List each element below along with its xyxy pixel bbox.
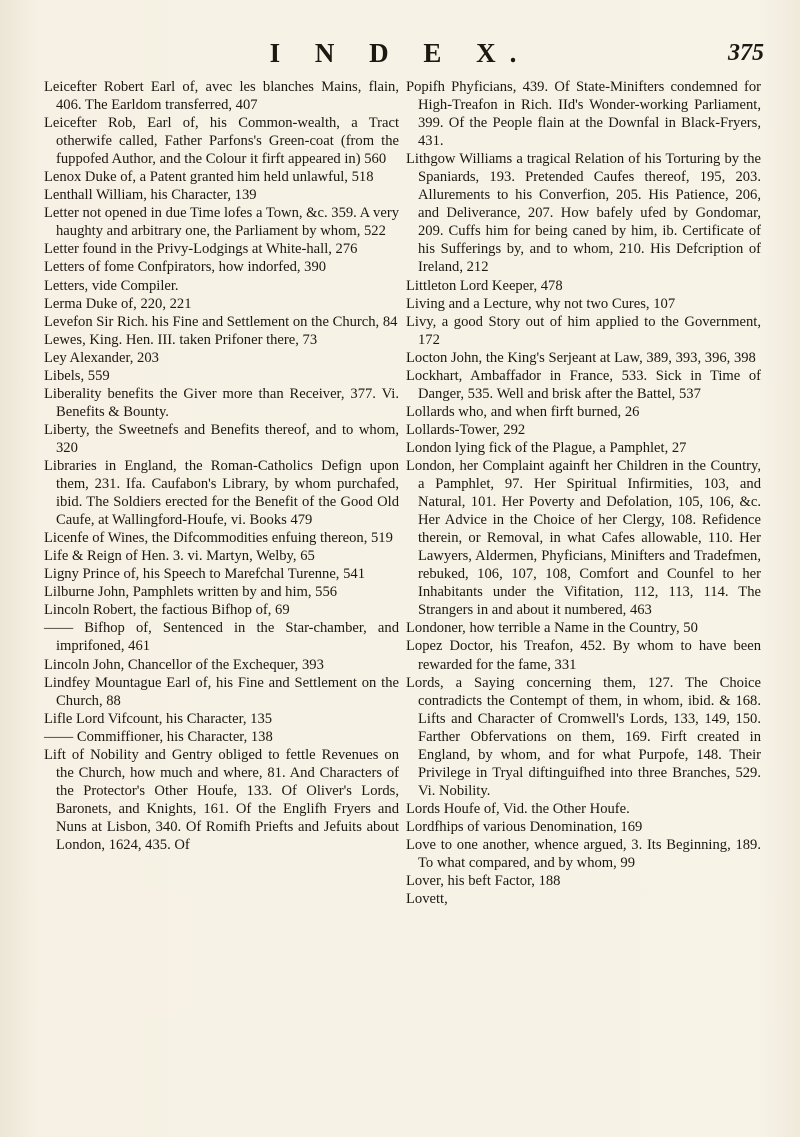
index-entry: Lincoln Robert, the factious Bifhop of, 69 xyxy=(44,602,290,619)
index-entry: Lewes, King. Hen. III. taken Prifoner there, 73 xyxy=(44,331,318,348)
index-entry: Letter found in the Privy-Lodgings at White-hall, 276 xyxy=(44,241,358,258)
index-entry: Life & Reign of Hen. 3. vi. Martyn, Welby, 65 xyxy=(44,548,315,565)
index-entry: Love to one another, whence argued, 3. Its Beginning, 189. To what compared, and by whom, 99 xyxy=(406,836,761,872)
page-number: 375 xyxy=(728,40,764,66)
page-title: I N D E X. xyxy=(269,38,531,68)
index-entry: London lying fick of the Plague, a Pamphlet, 27 xyxy=(406,439,687,456)
index-entry: Lenox Duke of, a Patent granted him held unlawful, 518 xyxy=(44,169,374,186)
index-entry: Liberality benefits the Giver more than Receiver, 377. Vi. Benefits & Bounty. xyxy=(44,385,399,420)
index-entry: Lilburne John, Pamphlets written by and him, 556 xyxy=(44,584,338,601)
index-entry: Lollards who, and when firft burned, 26 xyxy=(406,403,640,420)
index-entry: Libels, 559 xyxy=(44,367,110,384)
index-entry: Lenthall William, his Character, 139 xyxy=(44,187,257,204)
index-entry: Libraries in England, the Roman-Catholics Defign upon them, 231. Ifa. Caufabon's Library, by whom purchafed, ibid. The Soldiers erected for the Benefit of the Good Old Caufe, at Wallingford-Houfe, vi. Books 479 xyxy=(44,457,399,529)
index-entry: Letters of fome Confpirators, how indorfed, 390 xyxy=(44,259,327,276)
index-entry: Lords Houfe of, Vid. the Other Houfe. xyxy=(406,800,630,817)
page-header xyxy=(0,38,800,78)
index-entry: Livy, a good Story out of him applied to the Government, 172 xyxy=(406,313,761,348)
index-entry: Ley Alexander, 203 xyxy=(44,349,159,366)
index-entry: Lollards-Tower, 292 xyxy=(406,421,526,438)
index-entry: —— Commiffioner, his Character, 138 xyxy=(44,728,273,745)
index-entry: Lover, his beft Factor, 188 xyxy=(406,873,561,890)
index-entry: Lords, a Saying concerning them, 127. The Choice contradicts the Contempt of them, in whom, ibid. & 168. Lifts and Character of Cromwell's Lords, 133, 149, 150. Farther Obfervations on them, 169. Firft created in England, by whom, and for what Purpofe, 148. Their Privilege in Tryal diftinguifhed into three Branches, 529. Vi. Nobility. xyxy=(406,674,761,799)
index-entry: Liberty, the Sweetnefs and Benefits thereof, and to whom, 320 xyxy=(44,421,399,456)
index-entry: Letters, vide Compiler. xyxy=(44,277,179,294)
index-entry: Living and a Lecture, why not two Cures, 107 xyxy=(406,295,676,312)
index-entry: Letter not opened in due Time lofes a Town, &c. 359. A very haughty and arbitrary one, the Parliament by whom, 522 xyxy=(44,205,399,240)
index-entry: Ligny Prince of, his Speech to Marefchal Turenne, 541 xyxy=(44,566,365,583)
index-entry: Lifle Lord Vifcount, his Character, 135 xyxy=(44,710,273,727)
index-entry: Lerma Duke of, 220, 221 xyxy=(44,295,192,312)
index-entry: Leicefter Rob, Earl of, his Common-wealth, a Tract otherwife called, Father Parfons's Green-coat (from the fuppofed Author, and the Colour it firft appeared in) 560 xyxy=(44,115,399,168)
index-entry: Licenfe of Wines, the Difcommodities enfuing thereon, 519 xyxy=(44,530,393,547)
index-entry: Leicefter Robert Earl of, avec les blanches Mains, flain, 406. The Earldom transferred, 407 xyxy=(44,79,399,114)
index-entry: —— Bifhop of, Sentenced in the Star-chamber, and imprifoned, 461 xyxy=(44,620,399,655)
index-entry: Lovett, xyxy=(406,891,448,908)
index-entry: Littleton Lord Keeper, 478 xyxy=(406,277,563,294)
index-entry: Lockhart, Ambaffador in France, 533. Sick in Time of Danger, 535. Well and brisk after the Battel, 537 xyxy=(406,367,761,402)
index-entry: Locton John, the King's Serjeant at Law, 389, 393, 396, 398 xyxy=(406,349,756,366)
index-entry: London, her Complaint againft her Children in the Country, a Pamphlet, 97. Her Spiritual Infirmities, 103, and Natural, 101. Her Poverty and Defolation, 105, 106, &c. Her Advice in the Choice of her Clergy, 108. Refidence therein, or Removal, in what Cafes allowable, 110. Her Lawyers, Aldermen, Phyficians, Minifters and Tradefmen, rebuked, 106, 107, 108, Comfort and Counfel to her Inhabitants under the Vifitation, 112, 113, 114. The Strangers in and about it numbered, 463 xyxy=(406,457,761,619)
index-entry: Londoner, how terrible a Name in the Country, 50 xyxy=(406,620,698,637)
index-entry: Lithgow Williams a tragical Relation of his Torturing by the Spaniards, 193. Pretended Caufes thereof, 195, 203. Allurements to his Converfion, 205. His Patience, 206, and Deliverance, 207. How bafely ufed by Gondomar, 209. Cuffs him for being caned by him, ib. Certificate of his Sufferings by, and to whom, 210. His Defcription of Ireland, 212 xyxy=(406,151,761,276)
index-entry: Levefon Sir Rich. his Fine and Settlement on the Church, 84 xyxy=(44,313,398,330)
index-column-left xyxy=(44,78,399,854)
index-column-right xyxy=(406,78,761,908)
index-entry: Lopez Doctor, his Treafon, 452. By whom to have been rewarded for the fame, 331 xyxy=(406,638,761,673)
index-entry: Popifh Phyficians, 439. Of State-Minifters condemned for High-Treafon in Rich. IId's Wonder-working Parliament, 399. Of the People flain at the Downfal in Black-Fryers, 431. xyxy=(406,79,761,150)
index-entry: Lift of Nobility and Gentry obliged to fettle Revenues on the Church, how much and where, 81. And Characters of the Protector's Other Houfe, 133. Of Oliver's Lords, Baronets, and Knights, 161. Of the Englifh Fryers and Nuns at Lisbon, 340. Of Romifh Priefts and Jefuits about London, 1624, 435. Of xyxy=(44,746,399,853)
index-entry: Lordfhips of various Denomination, 169 xyxy=(406,818,643,835)
index-entry: Lincoln John, Chancellor of the Exchequer, 393 xyxy=(44,656,324,673)
index-entry: Lindfey Mountague Earl of, his Fine and Settlement on the Church, 88 xyxy=(44,674,399,709)
